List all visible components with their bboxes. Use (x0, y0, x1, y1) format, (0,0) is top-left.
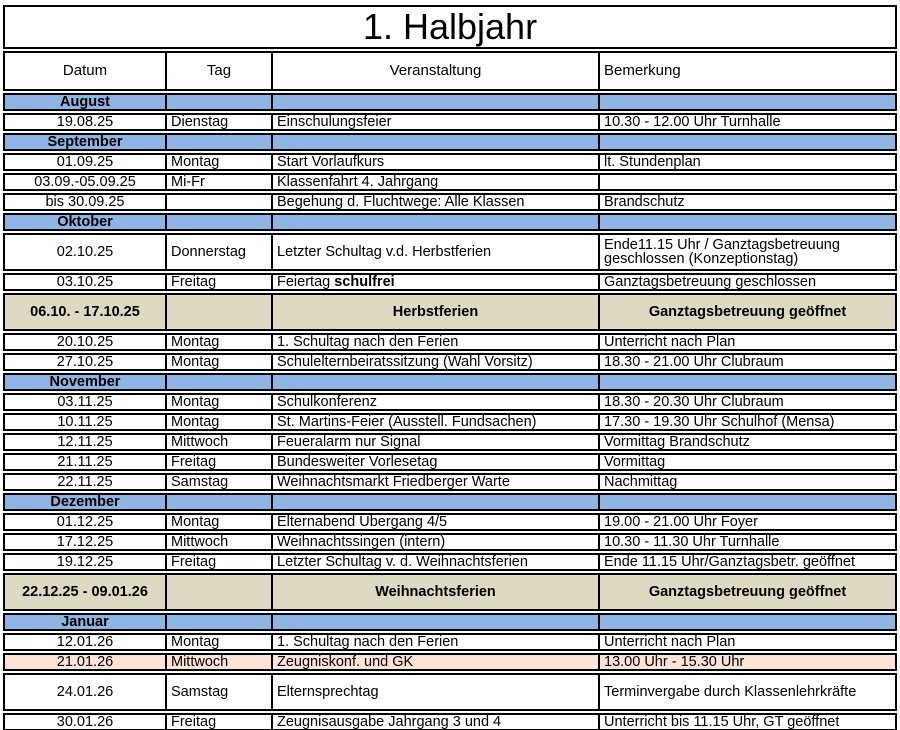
day-cell-text: Samstag (171, 474, 229, 490)
note-cell (598, 193, 897, 211)
date-cell-text: 01.12.25 (56, 514, 114, 530)
event-cell (271, 393, 598, 411)
day-cell (165, 513, 271, 531)
event-cell (271, 453, 598, 471)
note-cell (598, 333, 897, 351)
date-cell-text: 27.10.25 (56, 354, 114, 370)
note-cell (598, 353, 897, 371)
day-cell (165, 153, 271, 171)
day-cell (165, 533, 271, 551)
date-cell (3, 373, 165, 391)
date-cell-text: 12.01.26 (56, 634, 114, 650)
day-cell-text: Donnerstag (171, 244, 246, 260)
date-cell-text: Dezember (50, 494, 120, 510)
column-header-datum: Datum (3, 51, 165, 91)
column-header-veranstaltung: Veranstaltung (271, 51, 598, 91)
date-cell-text: 19.08.25 (56, 114, 114, 130)
note-cell-text: 10.30 - 12.00 Uhr Turnhalle (604, 114, 781, 130)
month-header-row (3, 493, 897, 511)
note-cell (598, 653, 897, 671)
month-header-row (3, 373, 897, 391)
note-cell (598, 113, 897, 131)
event-cell-text: 1. Schultag nach den Ferien (277, 334, 459, 350)
event-cell-text: Letzter Schultag v.d. Herbstferien (277, 244, 492, 260)
event-cell-text: Begehung d. Fluchtwege: Alle Klassen (277, 194, 525, 210)
date-cell (3, 93, 165, 111)
note-cell-text: Brandschutz (604, 194, 685, 210)
date-cell (3, 273, 165, 291)
date-cell (3, 533, 165, 551)
date-cell-text: 01.09.25 (56, 154, 114, 170)
date-cell-text: 03.11.25 (57, 394, 113, 410)
note-cell (598, 373, 897, 391)
event-cell-text: Letzter Schultag v. d. Weihnachtsferien (277, 554, 528, 570)
event-row (3, 713, 897, 730)
note-cell (598, 133, 897, 151)
day-cell (165, 553, 271, 571)
note-cell-text: 19.00 - 21.00 Uhr Foyer (604, 514, 758, 530)
note-cell (598, 633, 897, 651)
event-cell (271, 113, 598, 131)
event-cell (271, 193, 598, 211)
note-cell-text: Ganztagsbetreuung geöffnet (648, 304, 847, 320)
event-cell (271, 653, 598, 671)
event-row (3, 413, 897, 431)
note-cell (598, 173, 897, 191)
date-cell-text: 02.10.25 (56, 244, 114, 260)
date-cell-text: 21.11.25 (57, 454, 113, 470)
event-cell-text: Weihnachtsferien (375, 584, 496, 600)
day-cell (165, 493, 271, 511)
date-cell-text: Oktober (57, 214, 113, 230)
title-row (3, 5, 897, 49)
day-cell-text: Montag (171, 394, 220, 410)
day-cell-text: Freitag (171, 714, 217, 730)
page-title: 1. Halbjahr (3, 5, 897, 49)
note-cell (598, 413, 897, 431)
day-cell (165, 413, 271, 431)
note-cell-text: lt. Stundenplan (604, 154, 701, 170)
event-cell (271, 153, 598, 171)
event-cell (271, 273, 598, 291)
event-row (3, 533, 897, 551)
event-cell (271, 613, 598, 631)
event-cell (271, 233, 598, 271)
event-cell (271, 553, 598, 571)
date-cell-text: August (60, 94, 110, 110)
note-cell-text: 18.30 - 20.30 Uhr Clubraum (604, 394, 784, 410)
date-cell (3, 293, 165, 331)
day-cell (165, 393, 271, 411)
note-cell (598, 553, 897, 571)
day-cell (165, 653, 271, 671)
day-cell (165, 273, 271, 291)
event-cell (271, 533, 598, 551)
date-cell (3, 113, 165, 131)
event-cell-text: Klassenfahrt 4. Jahrgang (277, 174, 439, 190)
date-cell (3, 393, 165, 411)
day-cell (165, 193, 271, 211)
day-cell (165, 633, 271, 651)
note-cell-text: 18.30 - 21.00 Uhr Clubraum (604, 354, 784, 370)
event-cell-text: Bundesweiter Vorlesetag (277, 454, 438, 470)
event-row (3, 513, 897, 531)
date-cell (3, 673, 165, 711)
day-cell (165, 173, 271, 191)
day-cell (165, 613, 271, 631)
event-cell (271, 473, 598, 491)
note-cell-text: Unterricht bis 11.15 Uhr, GT geöffnet (604, 714, 840, 730)
date-cell-text: 19.12.25 (56, 554, 114, 570)
note-cell (598, 393, 897, 411)
event-cell (271, 493, 598, 511)
event-cell (271, 213, 598, 231)
event-row (3, 653, 897, 671)
date-cell-text: 22.12.25 - 09.01.26 (22, 584, 148, 600)
date-cell (3, 553, 165, 571)
month-header-row (3, 93, 897, 111)
note-cell-text: Vormittag (604, 454, 666, 470)
event-cell-text: Feueralarm nur Signal (277, 434, 421, 450)
date-cell-text: bis 30.09.25 (45, 194, 125, 210)
note-cell (598, 613, 897, 631)
column-header-tag: Tag (165, 51, 271, 91)
date-cell-text: September (47, 134, 123, 150)
event-cell (271, 173, 598, 191)
date-cell (3, 573, 165, 611)
note-cell (598, 473, 897, 491)
date-cell (3, 133, 165, 151)
event-row (3, 553, 897, 571)
day-cell-text: Freitag (171, 554, 217, 570)
date-cell-text: 22.11.25 (57, 474, 113, 490)
date-cell (3, 473, 165, 491)
date-cell-text: 03.10.25 (56, 274, 114, 290)
day-cell (165, 133, 271, 151)
date-cell (3, 493, 165, 511)
note-cell (598, 573, 897, 611)
event-row (3, 113, 897, 131)
event-row (3, 353, 897, 371)
event-cell-text: Schulelternbeiratssitzung (Wahl Vorsitz) (277, 354, 533, 370)
note-cell-text: 10.30 - 11.30 Uhr Turnhalle (604, 534, 780, 550)
date-cell-text: November (49, 374, 121, 390)
note-cell-text: Unterricht nach Plan (604, 634, 736, 650)
note-cell-text: Ganztagsbetreuung geschlossen (604, 274, 817, 290)
day-cell (165, 473, 271, 491)
day-cell-text: Freitag (171, 454, 217, 470)
ferien-row (3, 573, 897, 611)
day-cell-text: Freitag (171, 274, 217, 290)
date-cell (3, 353, 165, 371)
event-cell-text: Schulkonferenz (277, 394, 377, 410)
event-cell-text: Herbstferien (392, 304, 479, 320)
date-cell (3, 613, 165, 631)
date-cell (3, 333, 165, 351)
day-cell (165, 233, 271, 271)
event-cell-text: Elternsprechtag (277, 684, 379, 700)
day-cell (165, 573, 271, 611)
date-cell (3, 173, 165, 191)
date-cell (3, 233, 165, 271)
month-header-row (3, 133, 897, 151)
ferien-row (3, 293, 897, 331)
note-cell-text: Nachmittag (604, 474, 678, 490)
event-cell-text: 1. Schultag nach den Ferien (277, 634, 459, 650)
event-cell-text: Weihnachtsmarkt Friedberger Warte (277, 474, 510, 490)
note-cell-text: 13.00 Uhr - 15.30 Uhr (604, 654, 745, 670)
note-cell (598, 453, 897, 471)
event-cell (271, 353, 598, 371)
day-cell-text: Mittwoch (171, 534, 229, 550)
date-cell-text: 10.11.25 (57, 414, 113, 430)
date-cell-text: 30.01.26 (56, 714, 114, 730)
column-header-bemerkung: Bemerkung (598, 51, 897, 91)
day-cell-text: Mittwoch (171, 434, 229, 450)
event-row (3, 153, 897, 171)
note-cell (598, 713, 897, 730)
day-cell (165, 93, 271, 111)
event-cell-text: Zeugnisausgabe Jahrgang 3 und 4 (277, 714, 502, 730)
note-cell (598, 93, 897, 111)
note-cell-text: Ende 11.15 Uhr/Ganztagsbetr. geöffnet (604, 554, 855, 570)
event-row (3, 393, 897, 411)
calendar-body (3, 93, 897, 730)
event-row (3, 633, 897, 651)
event-row (3, 673, 897, 711)
note-cell (598, 513, 897, 531)
day-cell (165, 113, 271, 131)
note-cell (598, 273, 897, 291)
event-cell (271, 333, 598, 351)
date-cell (3, 433, 165, 451)
event-cell (271, 673, 598, 711)
date-cell (3, 193, 165, 211)
date-cell-text: 21.01.26 (56, 654, 114, 670)
note-cell-text: Unterricht nach Plan (604, 334, 736, 350)
day-cell (165, 433, 271, 451)
half-year-calendar-table (3, 3, 897, 730)
event-cell-text: Start Vorlaufkurs (277, 154, 385, 170)
event-cell (271, 413, 598, 431)
event-cell (271, 293, 598, 331)
event-row (3, 453, 897, 471)
day-cell (165, 453, 271, 471)
date-cell (3, 413, 165, 431)
date-cell (3, 653, 165, 671)
date-cell-text: 06.10. - 17.10.25 (30, 304, 140, 320)
event-cell (271, 573, 598, 611)
note-cell (598, 493, 897, 511)
day-cell-text: Montag (171, 334, 220, 350)
note-cell-text: Vormittag Brandschutz (604, 434, 750, 450)
date-cell (3, 513, 165, 531)
month-header-row (3, 213, 897, 231)
event-row (3, 233, 897, 271)
day-cell-text: Montag (171, 354, 220, 370)
event-row (3, 173, 897, 191)
event-row (3, 273, 897, 291)
day-cell (165, 213, 271, 231)
day-cell (165, 673, 271, 711)
day-cell-text: Mi-Fr (171, 174, 205, 190)
date-cell (3, 213, 165, 231)
date-cell-text: 12.11.25 (57, 434, 113, 450)
column-header-row (3, 51, 897, 91)
date-cell-text: 20.10.25 (56, 334, 114, 350)
note-cell-text: Terminvergabe durch Klassenlehrkräfte (604, 684, 857, 700)
date-cell-text: 24.01.26 (56, 684, 114, 700)
day-cell-text: Montag (171, 154, 220, 170)
event-cell (271, 513, 598, 531)
event-row (3, 193, 897, 211)
event-row (3, 433, 897, 451)
date-cell-text: 17.12.25 (56, 534, 114, 550)
event-cell (271, 713, 598, 730)
date-cell (3, 633, 165, 651)
note-cell (598, 293, 897, 331)
note-cell (598, 673, 897, 711)
note-cell-text: Ende11.15 Uhr / Ganztagsbetreuung geschlossen (Konzeptionstag) (604, 237, 840, 267)
event-row (3, 473, 897, 491)
day-cell (165, 333, 271, 351)
day-cell-text: Montag (171, 634, 220, 650)
event-cell (271, 633, 598, 651)
day-cell-text: Montag (171, 414, 220, 430)
event-cell-text: St. Martins-Feier (Ausstell. Fundsachen) (277, 414, 537, 430)
event-cell (271, 373, 598, 391)
event-row (3, 333, 897, 351)
day-cell-text: Montag (171, 514, 220, 530)
day-cell-text: Mittwoch (171, 654, 229, 670)
date-cell-text: Januar (61, 614, 109, 630)
note-cell (598, 153, 897, 171)
event-cell-text: Zeugniskonf. und GK (277, 654, 414, 670)
event-cell (271, 93, 598, 111)
month-header-row (3, 613, 897, 631)
day-cell (165, 713, 271, 730)
date-cell (3, 453, 165, 471)
note-cell (598, 213, 897, 231)
event-cell-text: Weihnachtssingen (intern) (277, 534, 446, 550)
note-cell (598, 533, 897, 551)
event-cell-text: Einschulungsfeier (277, 114, 392, 130)
day-cell (165, 373, 271, 391)
day-cell (165, 353, 271, 371)
day-cell-text: Dienstag (171, 114, 229, 130)
note-cell (598, 433, 897, 451)
date-cell-text: 03.09.-05.09.25 (34, 174, 136, 190)
day-cell-text: Samstag (171, 684, 229, 700)
event-cell-text: Feiertag (277, 274, 335, 290)
day-cell (165, 293, 271, 331)
note-cell-text: Ganztagsbetreuung geöffnet (648, 584, 847, 600)
event-cell (271, 133, 598, 151)
event-cell-bold-text: schulfrei (334, 274, 395, 290)
date-cell (3, 713, 165, 730)
event-cell-text: Elternabend Übergang 4/5 (277, 514, 448, 530)
date-cell (3, 153, 165, 171)
note-cell (598, 233, 897, 271)
event-cell (271, 433, 598, 451)
note-cell-text: 17.30 - 19.30 Uhr Schulhof (Mensa) (604, 414, 835, 430)
